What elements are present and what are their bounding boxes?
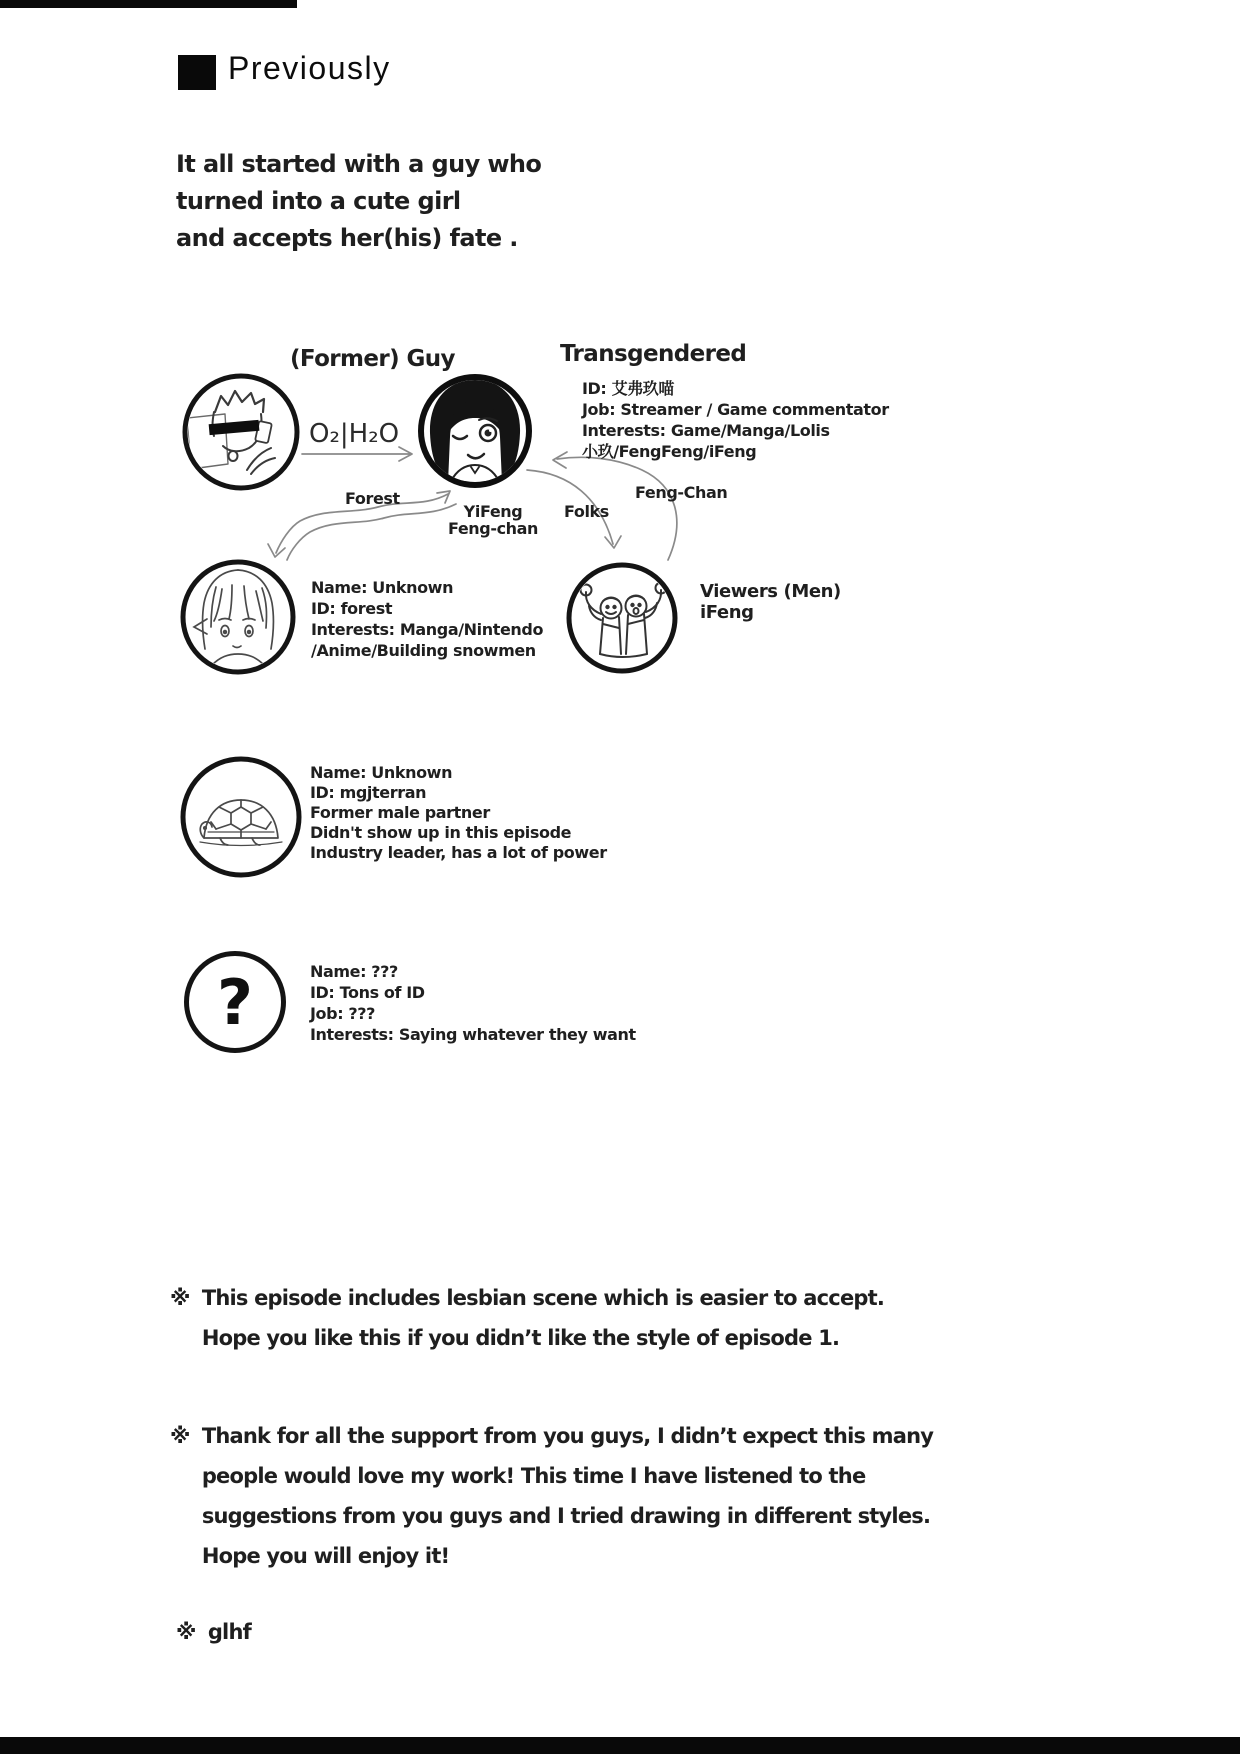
viewers-avatar bbox=[566, 562, 678, 674]
page-title: Previously bbox=[228, 50, 391, 86]
transform-arrow-label: O₂|H₂O bbox=[309, 419, 400, 449]
info-line: Industry leader, has a lot of power bbox=[310, 843, 607, 862]
name-line: Feng-chan bbox=[447, 519, 539, 538]
forest-arrow-label: Forest bbox=[345, 489, 400, 508]
intro-text bbox=[176, 146, 541, 257]
note-line: This episode includes lesbian scene which is easier to accept. bbox=[201, 1286, 885, 1310]
former-guy-avatar bbox=[181, 372, 301, 492]
top-edge-bar bbox=[0, 0, 297, 8]
turtle-avatar bbox=[180, 756, 302, 878]
name-line: YiFeng bbox=[463, 502, 523, 521]
info-line: Former male partner bbox=[310, 803, 490, 822]
info-line: Didn't show up in this episode bbox=[310, 823, 572, 842]
note bbox=[170, 1416, 933, 1576]
intro-line: turned into a cute girl bbox=[176, 187, 461, 215]
main-profile-info bbox=[582, 378, 889, 462]
info-line: Name: ??? bbox=[310, 962, 398, 981]
yifeng-avatar bbox=[417, 373, 533, 489]
viewers-label bbox=[700, 581, 841, 623]
info-line: Interests: Game/Manga/Lolis bbox=[582, 421, 830, 440]
note-line: glhf bbox=[207, 1620, 251, 1644]
intro-line: It all started with a guy who bbox=[176, 150, 542, 178]
info-line: ID: mgjterran bbox=[310, 783, 427, 802]
info-line: Job: ??? bbox=[310, 1004, 376, 1023]
note bbox=[170, 1278, 884, 1358]
info-line: ID: 艾弗玖喵 bbox=[582, 379, 675, 398]
info-line: ID: forest bbox=[311, 599, 393, 618]
note bbox=[176, 1612, 251, 1652]
info-line: /Anime/Building snowmen bbox=[311, 641, 536, 660]
former-guy-label: (Former) Guy bbox=[290, 346, 455, 372]
note-marker: ※ bbox=[170, 1286, 190, 1310]
note-line: Thank for all the support from you guys, I didn’t expect this many bbox=[201, 1424, 934, 1448]
bottom-edge-bar bbox=[0, 1737, 1240, 1754]
note-line: Hope you like this if you didn’t like the style of episode 1. bbox=[201, 1326, 840, 1350]
transform-arrow bbox=[302, 447, 412, 461]
intro-line: and accepts her(his) fate . bbox=[176, 224, 518, 252]
note-marker: ※ bbox=[176, 1620, 196, 1644]
folks-arrow-label: Folks bbox=[564, 502, 609, 521]
question-mark: ? bbox=[217, 966, 253, 1039]
note-line: people would love my work! This time I have listened to the bbox=[201, 1464, 866, 1488]
info-line: Interests: Manga/Nintendo bbox=[311, 620, 544, 639]
unknown-avatar bbox=[183, 950, 287, 1054]
viewers-label-line: iFeng bbox=[700, 602, 754, 623]
note-marker: ※ bbox=[170, 1424, 190, 1448]
info-line: 小玖/FengFeng/iFeng bbox=[582, 442, 757, 461]
transgendered-label: Transgendered bbox=[560, 341, 747, 367]
note-line: Hope you will enjoy it! bbox=[201, 1544, 450, 1568]
info-line: Name: Unknown bbox=[311, 578, 454, 597]
note-line: suggestions from you guys and I tried drawing in different styles. bbox=[201, 1504, 931, 1528]
fengchan-arrow-label: Feng-Chan bbox=[635, 483, 728, 502]
turtle-profile-info bbox=[310, 763, 607, 863]
info-line: Interests: Saying whatever they want bbox=[310, 1025, 636, 1044]
yifeng-name-label bbox=[433, 503, 553, 537]
viewers-label-line: Viewers (Men) bbox=[700, 581, 841, 602]
forest-profile-info bbox=[311, 577, 543, 661]
info-line: Name: Unknown bbox=[310, 763, 453, 782]
forest-avatar bbox=[178, 557, 298, 677]
info-line: ID: Tons of ID bbox=[310, 983, 425, 1002]
title-square bbox=[178, 55, 216, 90]
info-line: Job: Streamer / Game commentator bbox=[582, 400, 889, 419]
unknown-profile-info bbox=[310, 961, 636, 1045]
